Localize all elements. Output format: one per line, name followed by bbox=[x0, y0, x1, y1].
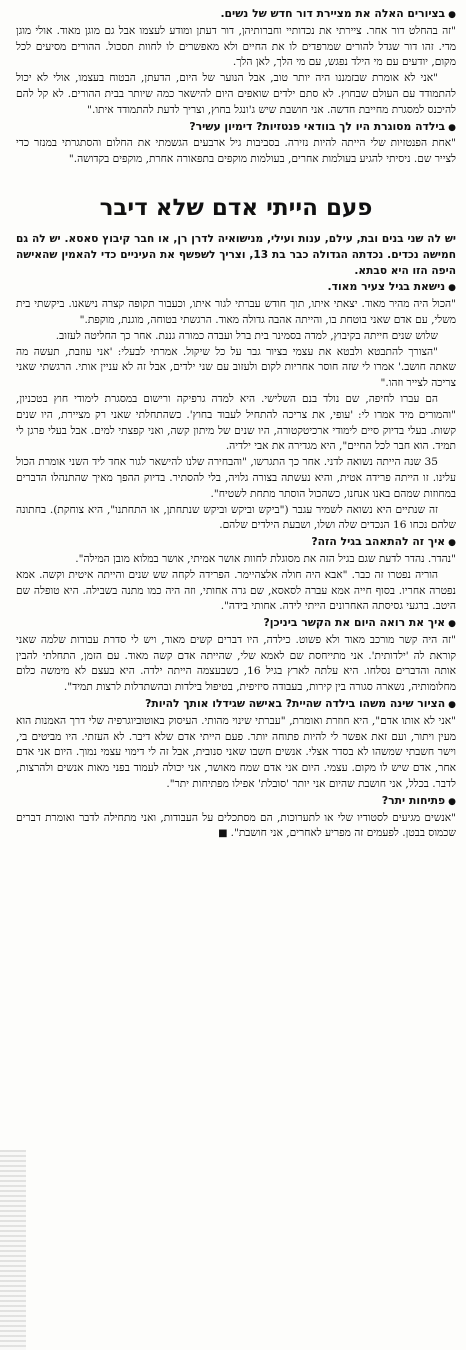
bullet-icon: ● bbox=[448, 796, 456, 807]
answer-paragraph: "הכול היה מהיר מאוד. יצאתי איתו, תוך חודש עברתי לגור איתו, וכעבור תקופה קצרה נישאנו. ביקשתי בית משלי, עם אדם שאני בוטחת בו, והייתה אהבה גדולה מאוד. הרגשתי בטוחה, מוגנת, מוקפת." bbox=[16, 298, 456, 326]
bullet-icon: ● bbox=[448, 538, 456, 549]
bullet-icon: ● bbox=[448, 10, 456, 20]
answer-paragraph: "זה בהחלט דור אחר. ציירתי את נכדותיי וחברותיהן, דור דעתן ומודע לעצמו אבל גם מוגן מאוד. אולי מוגן מדי. זהו דור שגדל להורים שמרפדים לו את החיים ולא מאפשרים לו לחוות תסכול. ההורים מסיעים לכל מקום, יודעים עם מי הילד נפגש, עם מי הלך, לאן הלך. bbox=[16, 24, 456, 69]
question: ●איך זה להתאהב בגיל הזה? bbox=[311, 535, 456, 549]
bullet-icon: ● bbox=[448, 283, 456, 294]
answer-paragraph: הוריה נפטרו זה כבר. "אבא היה חולה אלצהיימר. הפרידה לקחה שש שנים והייתה איטית וקשה. אמא נפטרה אחריו. בסוף חייה אמא עברה לסאסא, שם גרה אחותי, וזה היה כמו מתנה בשבילה. היא טופלה שם היטב. ברגעי גסיסתה האחרונים הייתי לידה. אחותי בידה". bbox=[16, 568, 456, 613]
answer-paragraph: "אנשים מגיעים לסטודיו שלי או לתערוכות, הם מסתכלים על העבודות, ואני מתחילה לדבר ואומרת דברים שכמוס בבטן. לפעמים זה מפריע לאחרים, אני חושבת".■ bbox=[16, 811, 456, 840]
question: ●בציורים האלה את מציירת דור חדש של נשים. bbox=[220, 7, 456, 20]
question: ●הציור שינה משהו בילדה שהיית? באישה שגידלו אותך להיות? bbox=[145, 697, 456, 711]
question: ●בילדה מסוגרת היו לך בוודאי פנטזיות? דימיון עשיר? bbox=[189, 119, 456, 133]
article-column bbox=[16, 6, 456, 842]
answer-paragraph: "זה היה קשר מורכב מאוד ולא פשוט. כילדה, היו דברים קשים מאוד, ויש לי סדרת עבודות שלמה שאני קוראת לה 'ילדותית'. אני מתייחסת שם לאמא שלי, שהייתה אדם קשה מאוד. עם הזמן, התחלתי להבין אותה והדברים נסלחו. היא עלתה לארץ בגיל 16, כשבעצמה הייתה ילדה. היא בעצם לא מימשה כלום מחלומותיה, נשארה סגורה בין קירות, בעבודה סיזיפית, בטיפול בילדות ובהשתדלות לרצות תמיד". bbox=[16, 633, 456, 694]
bullet-icon: ● bbox=[448, 619, 456, 630]
answer-paragraph: 35 שנה הייתה נשואה לדני. אחר כך התגרשו, "והבחירה שלנו להישאר לגור אחד ליד השני אומרת הכול עלינו. זו הייתה פרידה אטית, והיא נעשתה בצורה גלויה, בלי להסתיר. בדיוק ההפך מאיך שהתנהלו הדברים במחוזות שמהם באנו אנחנו, כשהכול הוסתר מתחת לשטיח". bbox=[16, 456, 456, 500]
bullet-icon: ● bbox=[448, 700, 456, 711]
qa-block bbox=[16, 279, 456, 534]
answer-paragraph: "הצורך להתבטא ולבטא את עצמי בציור גבר על כל שיקול. אמרתי לבעלי: 'אני עוזבת, תעשה מה שאתה חושב.' אמרו לי שזה חוסר אחריות לקום ולעזוב עם שני ילדים, אבל זה לא עניין אותי. הרגשתי שאני צריכה לצייר וזהו." bbox=[16, 345, 456, 390]
answer-paragraph: הם עברו לחיפה, שם נולד בנם השלישי. היא למדה גרפיקה ורישום במסגרת לימודי חוץ בטכניון, "והמורים מיד אמרו לי: 'עופי, את צריכה להתחיל לעבוד בחוץ'. כשהתחלתי שאני רק מציירת, היו שנים קשות. בעלי בדיוק סיים לימודי ארכיטקטורה, היו שנים של מיתון קשה, ואני קפצתי למים. אבל בעלי פרגן לי תמיד. הוא חבר לכל החיים", היא מגדירה את אבי ילדיה. bbox=[16, 392, 456, 453]
qa-block bbox=[16, 696, 456, 793]
qa-block bbox=[16, 793, 456, 842]
answer-paragraph: "אני לא אומרת שבזמננו היה יותר טוב, אבל הנוער של היום, הדעתן, הבטוח בעצמו, אולי לא יכול להתמודד עם העולם שבחוץ. לא סתם ילדים שואפים היום להישאר כמה שיותר בבית ההורים. לא קל להם להיכנס למסגרת מחייבת חדשה. אני חושבת שיש ג'ונגל בחוץ, וצריך לדעת להתמודד איתו." bbox=[16, 72, 456, 116]
section-lede: יש לה שני בנים ובת, עילם, ענות ועילי, מנישואיה לדרן רן, או חבר קיבוץ סאסא. יש לה גם חמישה נכדים. נכדתה הגדולה כבר בת 13, וצריך לשפשף את העיניים כדי להאמין שהאישה היפה הזו היא סבתא. bbox=[16, 232, 456, 277]
qa-block bbox=[16, 534, 456, 615]
question: ●פתיחות יתר? bbox=[381, 793, 456, 807]
answer-paragraph: "אחת הפנטזיות שלי הייתה להיות נזירה. בסביבות גיל ארבעים הגשמתי את החלום והסתגרתי במנזר כדי לצייר שם. ניסיתי להגיע בעולמות אחרים, בעולמות מוקפים בתפאורה אחרת, מוקפים בקדושה." bbox=[16, 137, 456, 166]
answer-paragraph: שלוש שנים חייתה בקיבוץ, למדה בסמינר בית ברל ועבדה כמורה גננת. אחר כך החליטה לעזוב. bbox=[55, 329, 438, 342]
answer-paragraph: "אני לא אותו אדם", היא חוזרת ואומרת, "עברתי שינוי מהותי. העיסוק באוטוביוגרפיה שלי דרך האמנות הוא מעין ויתור, ועם זאת אפשר לי להיות פתוחה יותר. פעם הייתי אדם שלא דיבר. לא העזתי. היו מביטים בי, וישר חשבתי שמשהו לא בסדר אצלי. אנשים חשבו שאני סנובית, אבל זה לי דימוי עצמי נמוך. היום אני אדם אחר, אדם שיש לו מקום. עצמי. היום אני אדם שמח מאושר, אני יכולה לעמוד בפני מאות אנשים ולהרצות, לדבר. בכלל, אני חושבת שהיום אני יותר 'סובלת' אפילו מפתיחות יתר". bbox=[16, 714, 456, 791]
qa-block bbox=[16, 615, 456, 696]
section-title: פעם הייתי אדם שלא דיבר bbox=[99, 194, 373, 221]
question: ●נישאת בגיל צעיר מאוד. bbox=[327, 280, 456, 294]
bullet-icon: ● bbox=[448, 122, 456, 133]
end-mark-icon: ■ bbox=[218, 828, 228, 840]
question: ●איך את רואה היום את הקשר ביניכן? bbox=[263, 616, 456, 630]
answer-paragraph: זה שנתיים היא נשואה לשמיר עגבר ("ביקש וביקש וביקש שנתחתן, או התחתנו", היא צוחקת). בחתונה שלהם נכחו 16 הנכדים שלה ושלו, ושבעת הילדים שלהם. bbox=[16, 503, 456, 532]
qa-block bbox=[16, 6, 456, 119]
answer-paragraph: "נהדר. נהדר לדעת שגם בגיל הזה את מסוגלת לחוות אושר אמיתי, אושר במלוא מובן המילה". bbox=[75, 552, 456, 565]
scan-artifact bbox=[0, 1150, 26, 1350]
qa-block bbox=[16, 119, 456, 168]
